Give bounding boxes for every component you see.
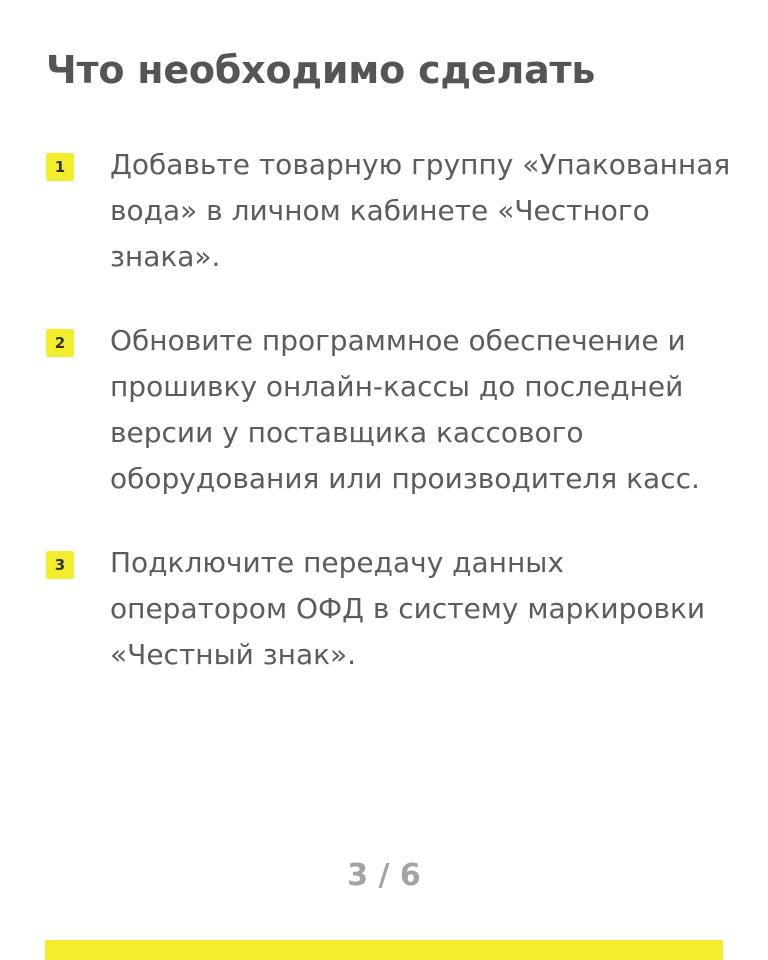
progress-bar-fill <box>45 940 723 960</box>
step-text: Обновите программное обеспечение и прошивку онлайн-кассы до последней версии у поставщика кассового оборудования или производителя касс. <box>110 324 700 495</box>
steps-list <box>46 142 736 716</box>
step-item-1 <box>46 142 736 280</box>
step-number-badge: 3 <box>46 551 74 579</box>
step-item-3 <box>46 540 736 678</box>
step-number-badge: 1 <box>46 153 74 181</box>
step-text: Добавьте товарную группу «Упакованная вода» в личном кабинете «Честного знака». <box>110 148 731 273</box>
page-indicator: 3 / 6 <box>347 858 421 893</box>
progress-bar <box>45 940 723 960</box>
step-text: Подключите передачу данных оператором ОФД в систему маркировки «Честный знак». <box>110 546 706 671</box>
step-item-2 <box>46 318 736 502</box>
step-number-badge: 2 <box>46 329 74 357</box>
page-title: Что необходимо сделать <box>46 48 596 92</box>
